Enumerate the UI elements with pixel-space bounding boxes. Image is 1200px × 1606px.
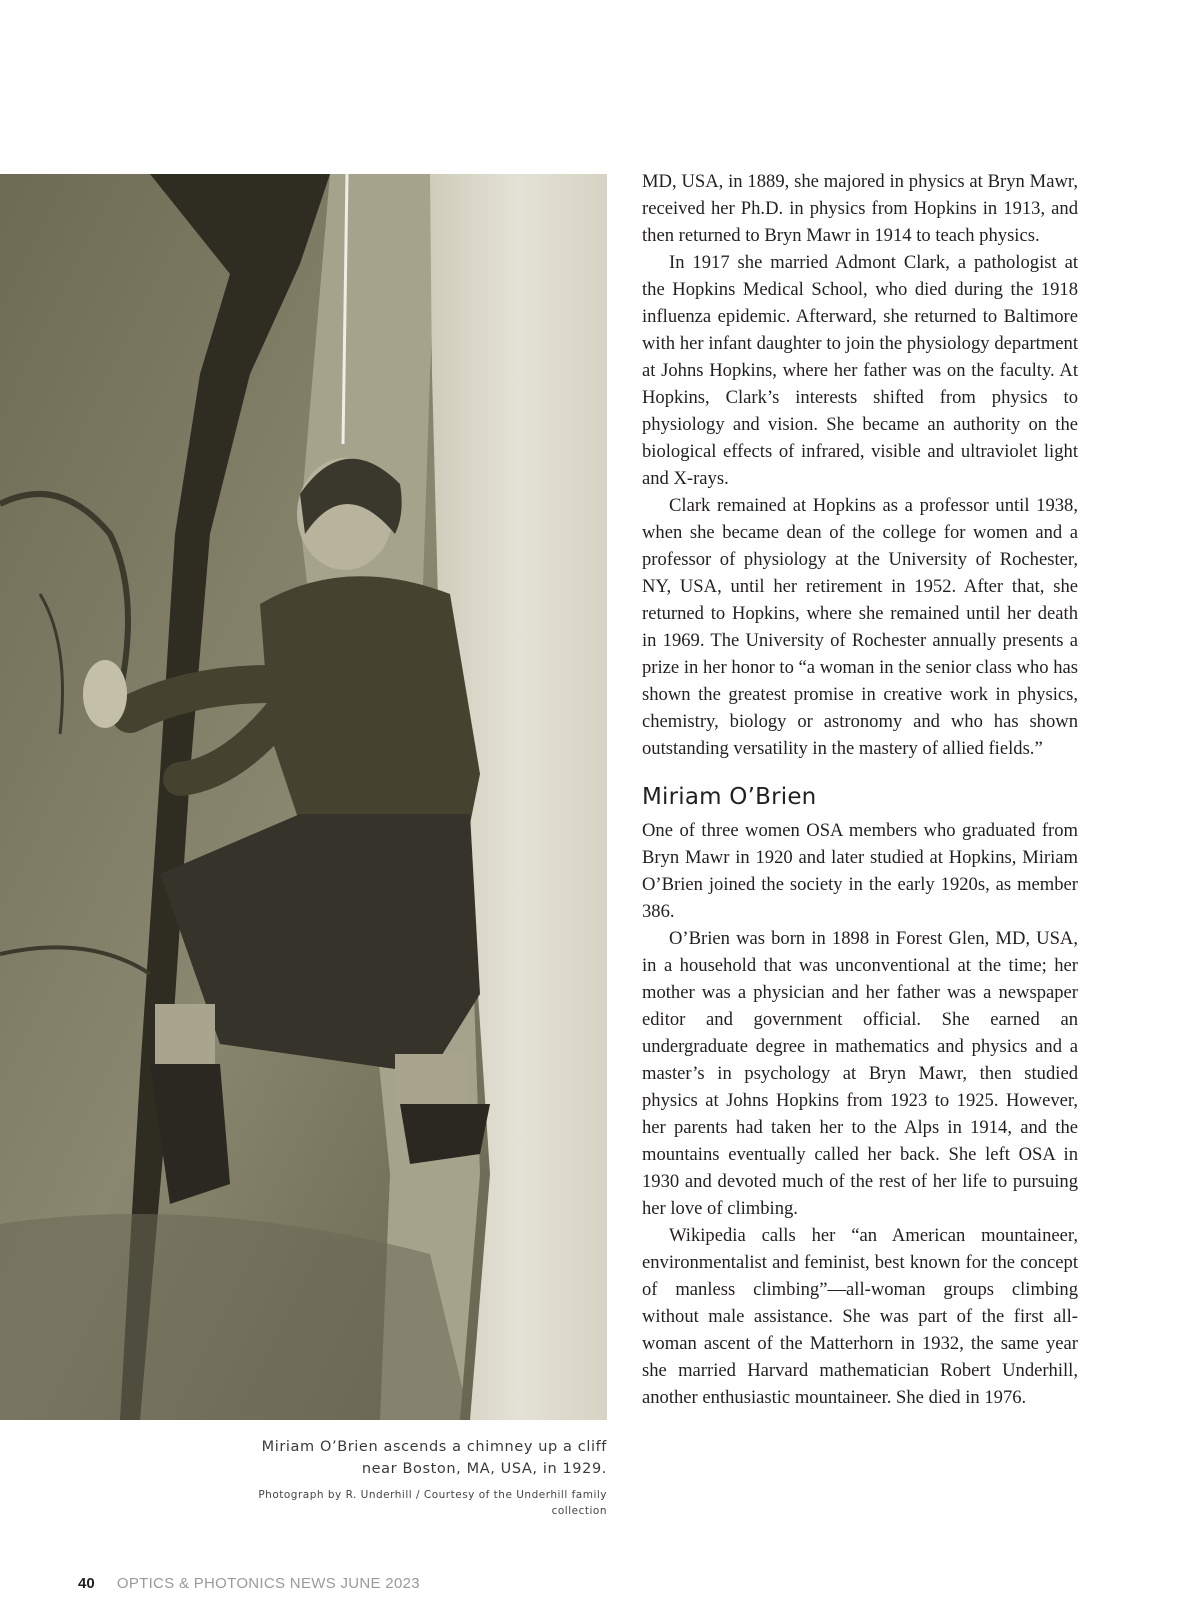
page-footer <box>78 1574 420 1594</box>
paragraph-clark-education: MD, USA, in 1889, she majored in physics at Bryn Mawr, received her Ph.D. in physics from Hopkins in 1913, and then returned to Bryn Mawr in 1914 to teach physics. <box>642 171 1078 246</box>
publication-name: OPTICS & PHOTONICS NEWS JUNE 2023 <box>116 1575 420 1592</box>
paragraph-obrien-background: O’Brien was born in 1898 in Forest Glen, MD, USA, in a household that was unconventional at the time; her mother was a physician and her father was a newspaper editor and government official. She earned an undergraduate degree in mathematics and physics and a master’s in psychology at Bryn Mawr, then studied physics at Johns Hopkins from 1923 to 1925. However, her parents had taken her to the Alps in 1914, and the mountains eventually called her back. She left OSA in 1930 and devoted much of the rest of her life to pursuing her love of climbing. <box>642 928 1078 1219</box>
section-heading-obrien: Miriam O’Brien <box>642 784 817 810</box>
paragraph-obrien-intro: One of three women OSA members who graduated from Bryn Mawr in 1920 and later studied at Hopkins, Miriam O’Brien joined the society in the early 1920s, as member 386. <box>642 820 1078 922</box>
climber-photo-illustration <box>0 174 607 1420</box>
climbing-photo <box>0 174 607 1420</box>
photo-credit: Photograph by R. Underhill / Courtesy of the Underhill family collection <box>258 1489 607 1517</box>
article-body <box>642 168 1078 1411</box>
paragraph-obrien-climbing: Wikipedia calls her “an American mountaineer, environmentalist and feminist, best known for the concept of manless climbing”—all-woman groups climbing without male assistance. She was part of the first all-woman ascent of the Matterhorn in 1932, the same year she married Harvard mathematician Robert Underhill, another enthusiastic mountaineer. She died in 1976. <box>642 1225 1078 1408</box>
paragraph-clark-rochester: Clark remained at Hopkins as a professor until 1938, when she became dean of the college for women and a professor of physiology at the University of Rochester, NY, USA, until her retirement in 1952. After that, she returned to Hopkins, where she remained until her death in 1969. The University of Rochester annually presents a prize in her honor to “a woman in the senior class who has shown the greatest promise in creative work in physics, chemistry, biology or astronomy and who has shown outstanding versatility in the mastery of allied fields.” <box>642 495 1078 759</box>
paragraph-clark-hopkins: In 1917 she married Admont Clark, a pathologist at the Hopkins Medical School, who died during the 1918 influenza epidemic. Afterward, she returned to Baltimore with her infant daughter to join the physiology department at Johns Hopkins, where her father was on the faculty. At Hopkins, Clark’s interests shifted from physics to physiology and vision. She became an authority on the biological effects of infrared, visible and ultraviolet light and X-rays. <box>642 252 1078 489</box>
photo-caption: Miriam O’Brien ascends a chimney up a cliff near Boston, MA, USA, in 1929. <box>261 1439 607 1477</box>
page-number: 40 <box>78 1575 95 1592</box>
